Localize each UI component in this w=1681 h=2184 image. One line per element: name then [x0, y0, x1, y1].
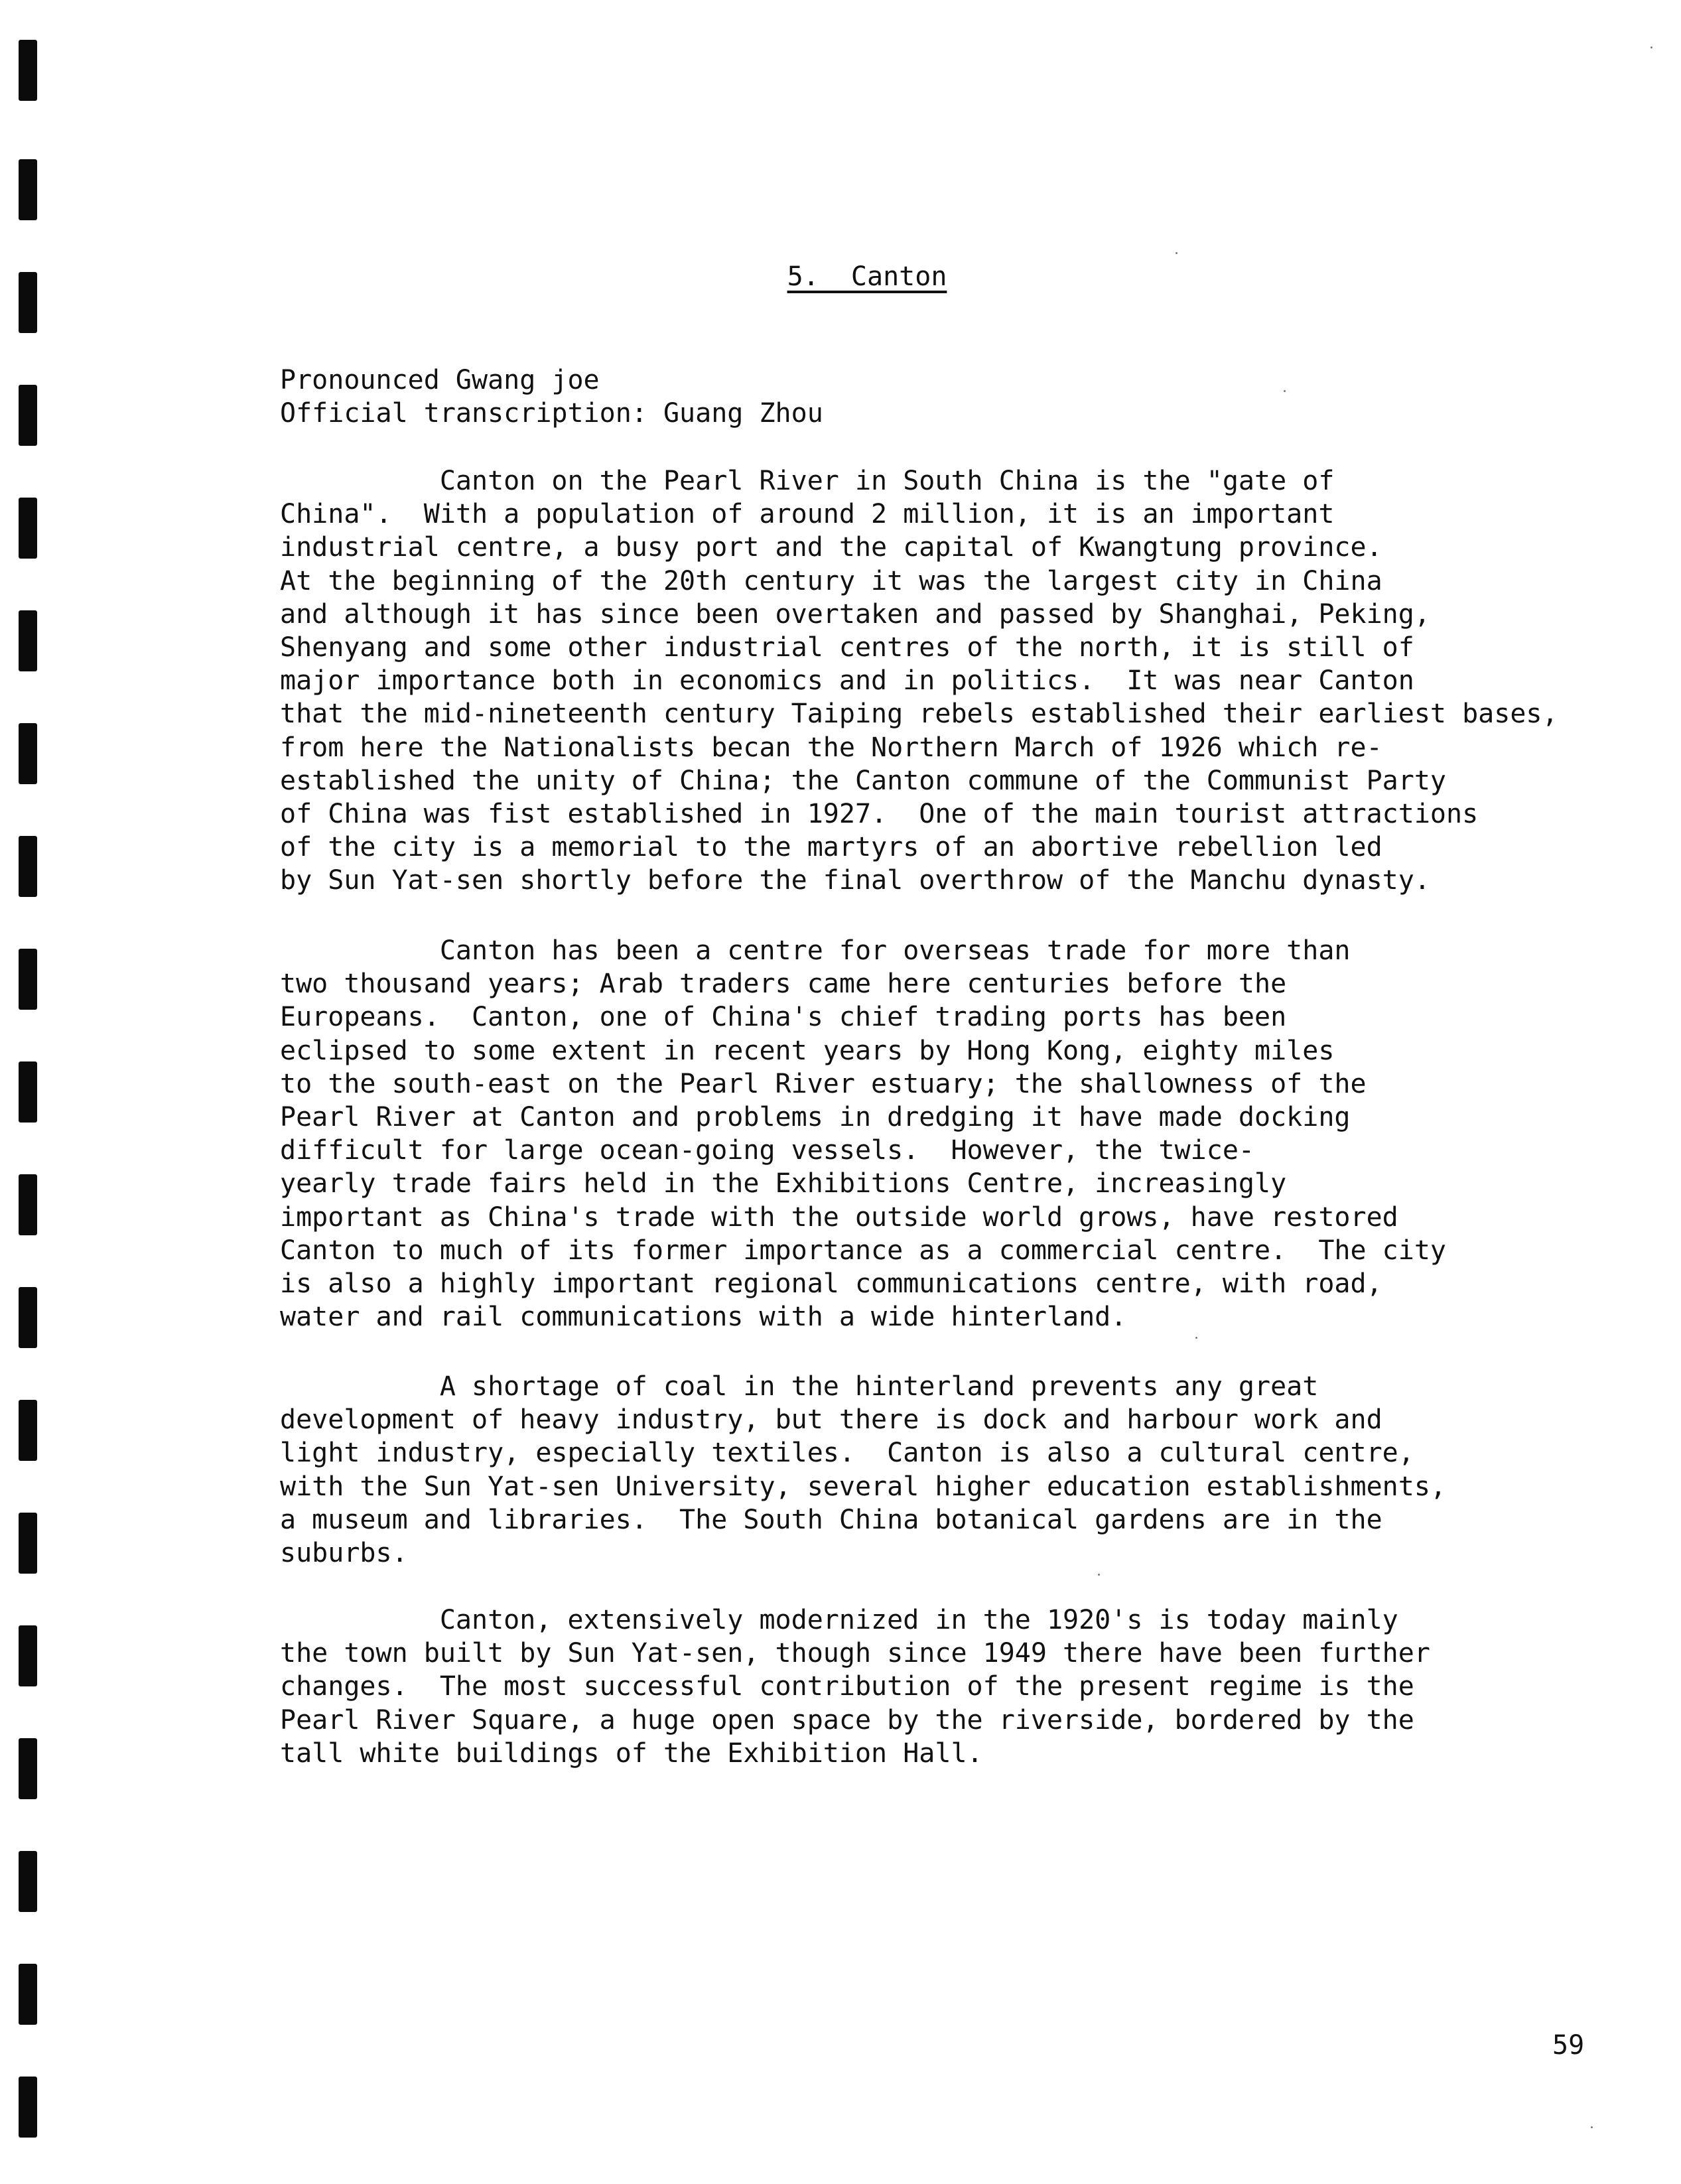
paragraph-4: Canton, extensively modernized in the 1920's is today mainly the town built by Sun Yat-sen, though since 1949 there have been further changes. The most successful contribution of the present regime is the Pearl River Square, a huge open space by the riverside, bordered by the tall white buildings of the Exhibition Hall.: [280, 1605, 1430, 1769]
binder-mark: [19, 949, 37, 1010]
binder-mark: [19, 1174, 37, 1235]
binder-mark: [19, 159, 37, 220]
binder-mark: [19, 1964, 37, 2025]
paragraph-3: A shortage of coal in the hinterland prevents any great development of heavy industry, but there is dock and harbour work and light industry, especially textiles. Canton is also a cultural centre, with the Sun Yat-sen University, several higher education establishments, a museum and libraries. The South China botanical gardens are in the suburbs.: [280, 1371, 1446, 1569]
transcription-line: Official transcription: Guang Zhou: [280, 398, 823, 429]
binder-mark: [19, 610, 37, 671]
binder-mark: [19, 2077, 37, 2138]
scan-speck: [1284, 390, 1286, 392]
pronunciation-line: Pronounced Gwang joe: [280, 365, 600, 395]
binder-mark: [19, 1625, 37, 1686]
binder-mark: [19, 1400, 37, 1461]
binder-mark: [19, 1851, 37, 1912]
scan-speck: [1195, 1337, 1197, 1339]
scan-speck: [1098, 1574, 1100, 1576]
scan-speck: [1650, 46, 1652, 48]
binder-mark: [19, 836, 37, 897]
binder-mark: [19, 498, 37, 559]
page-title: 5. Canton: [787, 261, 947, 292]
paragraph-1: Canton on the Pearl River in South China is the "gate of China". With a population of around 2 million, it is an important industrial centre, a busy port and the capital of Kwangtung province. At the beginning of the 20th century it was the largest city in China and although it has since been overtaken and passed by Shanghai, Peking, Shenyang and some other industrial centres of the north, it is still of major importance both in economics and in politics. It was near Canton that the mid-nineteenth century Taiping rebels established their earliest bases, from here the Nationalists becan the Northern March of 1926 which re- established the unity of China; the Canton commune of the Communist Party of China was fist established in 1927. One of the main tourist attractions of the city is a memorial to the martyrs of an abortive rebellion led by Sun Yat-sen shortly before the final overthrow of the Manchu dynasty.: [280, 466, 1558, 896]
scan-speck: [1591, 2126, 1593, 2128]
scan-speck: [1176, 252, 1177, 254]
binder-mark: [19, 1513, 37, 1574]
binder-mark: [19, 385, 37, 446]
binder-mark: [19, 1287, 37, 1348]
paragraph-2: Canton has been a centre for overseas trade for more than two thousand years; Arab traders came here centuries before the Europeans. Canton, one of China's chief trading ports has been eclipsed to some extent in recent years by Hong Kong, eighty miles to the south-east on the Pearl River estuary; the shallowness of the Pearl River at Canton and problems in dredging it have made docking difficult for large ocean-going vessels. However, the twice- yearly trade fairs held in the Exhibitions Centre, increasingly important as China's trade with the outside world grows, have restored Canton to much of its former importance as a commercial centre. The city is also a highly important regional communications centre, with road, water and rail communications with a wide hinterland.: [280, 935, 1446, 1333]
page-number: 59: [1552, 2030, 1585, 2061]
binder-mark: [19, 1061, 37, 1123]
binder-mark: [19, 1738, 37, 1799]
binder-mark: [19, 40, 37, 101]
binder-mark: [19, 723, 37, 784]
